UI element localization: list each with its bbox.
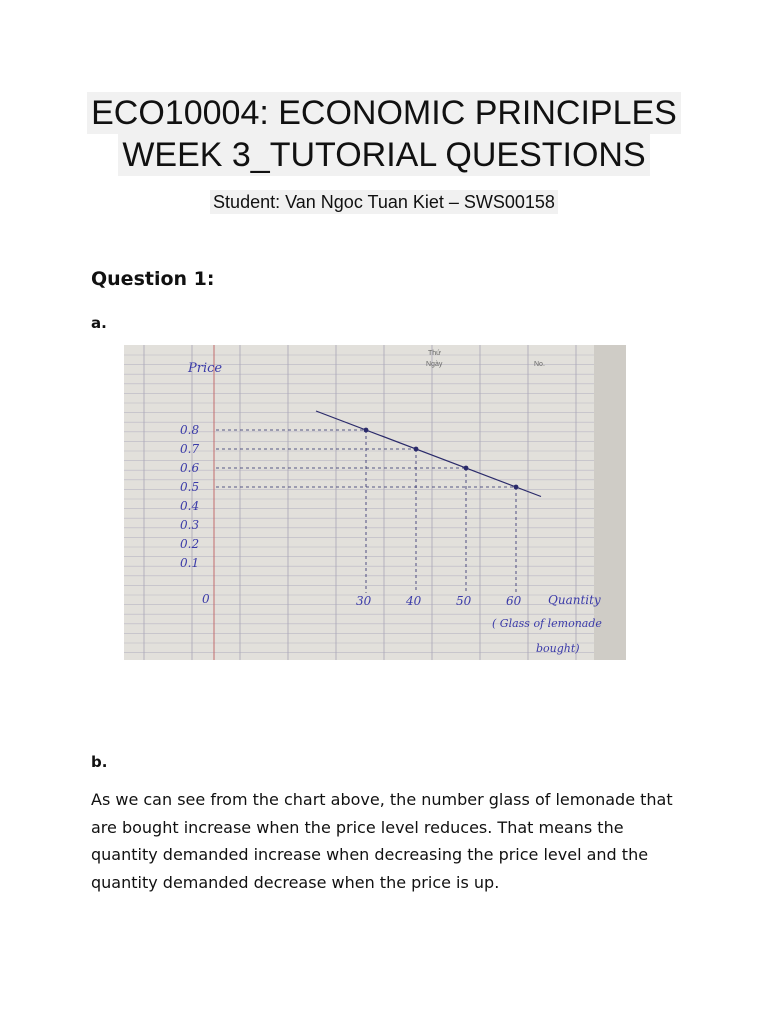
y-tick-label: 0.3 <box>180 518 200 532</box>
student-name: Student: Van Ngoc Tuan Kiet – SWS00158 <box>210 190 558 214</box>
part-a-label: a. <box>91 314 107 332</box>
data-point <box>514 485 519 490</box>
notebook-ngay: Ngày <box>426 361 443 368</box>
x-tick-label: 30 <box>356 594 372 608</box>
x-axis-note-2: bought) <box>536 642 580 655</box>
y-tick-label: 0.8 <box>180 423 200 437</box>
y-tick-label: 0.6 <box>180 461 200 475</box>
x-axis-label: Quantity <box>548 593 601 607</box>
y-tick-label: 0.7 <box>180 442 200 456</box>
origin-label: 0 <box>202 592 210 606</box>
document-title <box>0 92 768 176</box>
data-point <box>414 447 419 452</box>
y-tick-label: 0.1 <box>180 556 200 570</box>
paper-edge <box>594 345 626 660</box>
paper-background <box>124 345 626 660</box>
student-line <box>0 190 768 214</box>
data-point <box>364 428 369 433</box>
x-tick-label: 40 <box>406 594 422 608</box>
y-axis-label: Price <box>188 361 223 376</box>
x-axis-note-1: ( Glass of lemonade <box>492 617 602 630</box>
data-point <box>464 466 469 471</box>
y-tick-label: 0.4 <box>180 499 200 513</box>
part-b-label: b. <box>91 753 108 771</box>
title-line-1: ECO10004: ECONOMIC PRINCIPLES <box>87 92 681 134</box>
y-tick-label: 0.2 <box>180 537 200 551</box>
title-line-2: WEEK 3_TUTORIAL QUESTIONS <box>118 134 649 176</box>
answer-paragraph: As we can see from the chart above, the number glass of lemonade that are bought increase when the price level reduces. That means the quantity demanded increase when decreasing the price level and the quantity demanded decrease when the price is up. <box>91 790 673 892</box>
notebook-thu: Thứ <box>428 350 441 357</box>
demand-chart <box>124 345 626 660</box>
notebook-no: No. <box>534 361 545 368</box>
question-heading: Question 1: <box>91 268 215 290</box>
y-tick-label: 0.5 <box>180 480 200 494</box>
handwritten-chart-photo <box>124 345 626 660</box>
x-tick-label: 60 <box>506 594 522 608</box>
x-tick-label: 50 <box>456 594 472 608</box>
